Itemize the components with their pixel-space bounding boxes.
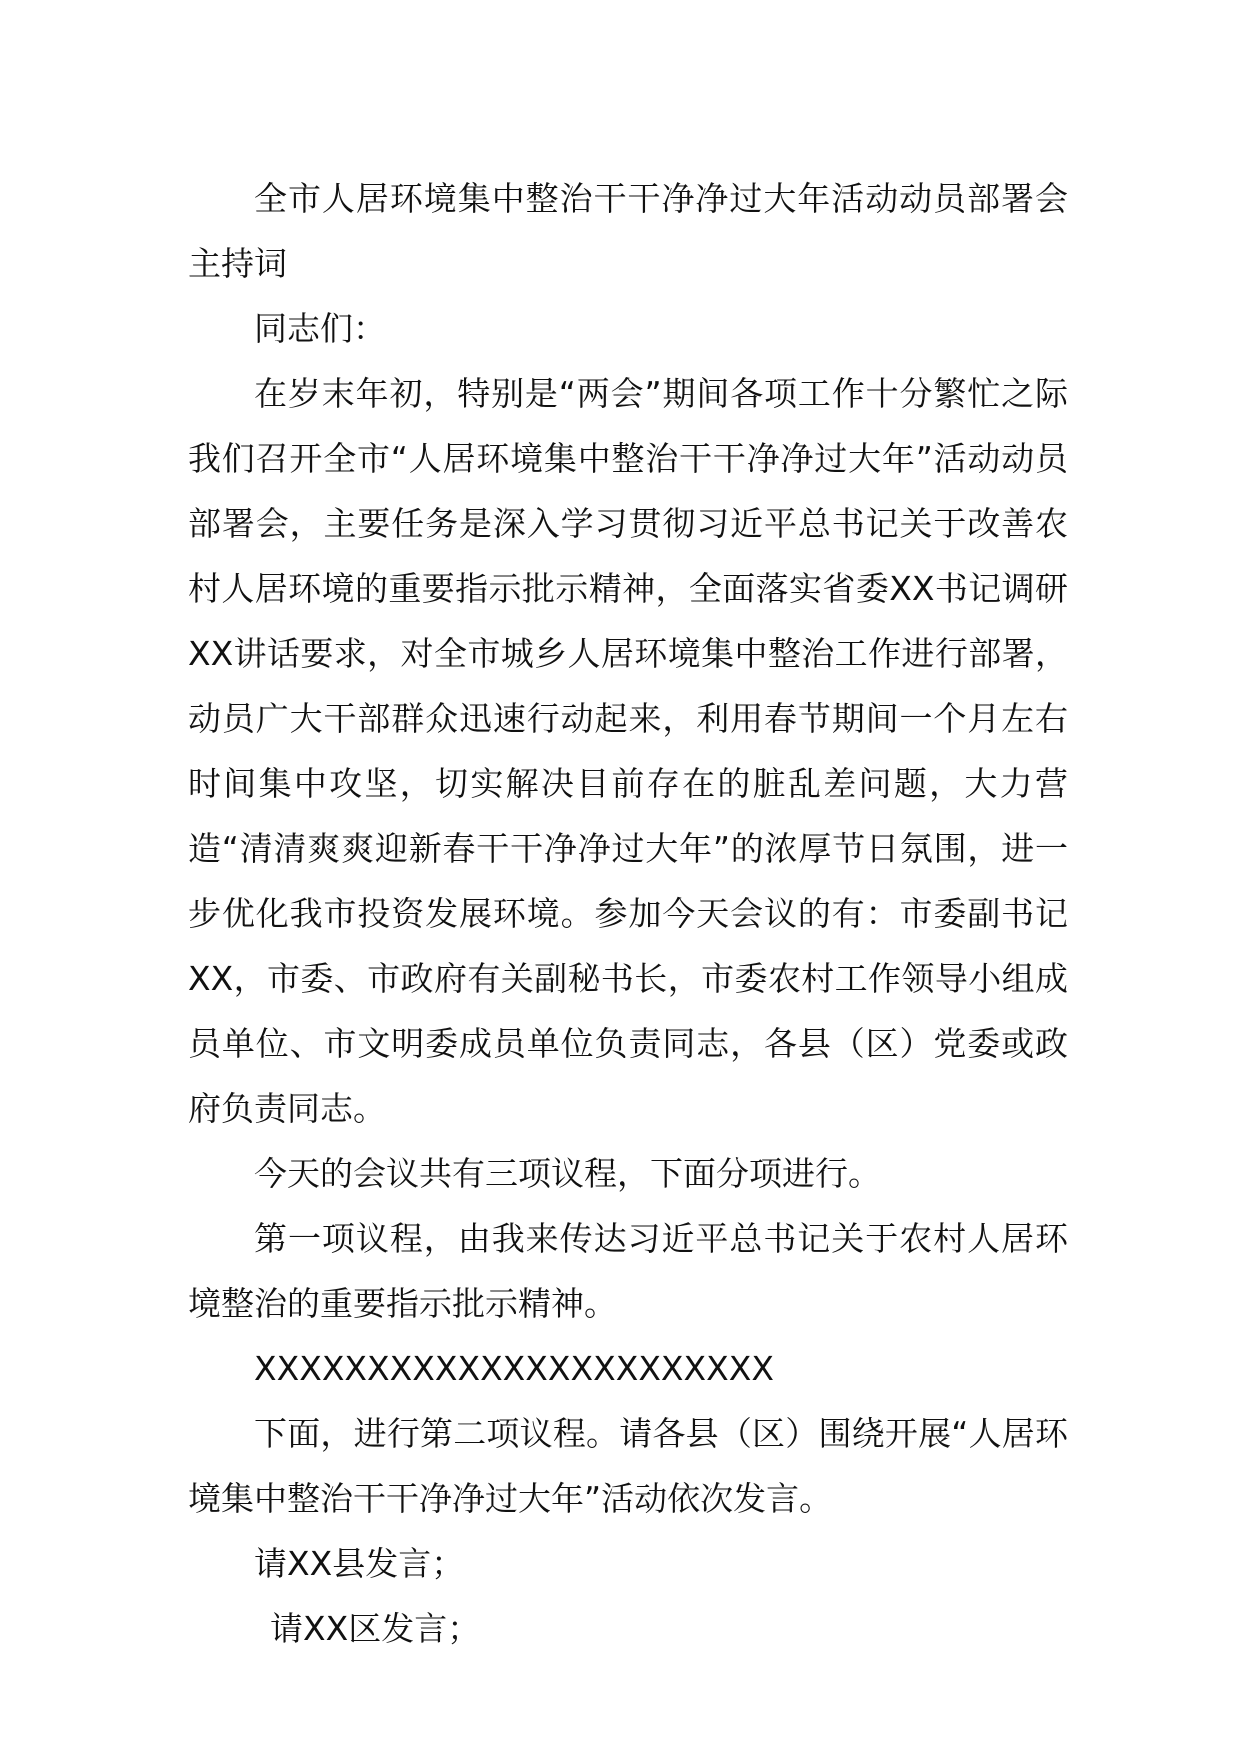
paragraph-county-speech: 请XX县发言； [254,1544,465,1583]
paragraph-placeholder: XXXXXXXXXXXXXXXXXXXXXXX [254,1349,774,1388]
document-title: 全市人居环境集中整治干干净净过大年活动动员部署会主持词 [188,179,1068,283]
paragraph-opening: 在岁末年初，特别是“两会”期间各项工作十分繁忙之际我们召开全市“人居环境集中整治干干净净过大年”活动动员部署会，主要任务是深入学习贯彻习近平总书记关于改善农村人居环境的重要指示批示精神，全面落实省委XX书记调研XX讲话要求，对全市城乡人居环境集中整治工作进行部署，动员广大干部群众迅速行动起来，利用春节期间一个月左右时间集中攻坚，切实解决目前存在的脏乱差问题，大力营造“清清爽爽迎新春干干净净过大年”的浓厚节日氛围，进一步优化我市投资发展环境。参加今天会议的有：市委副书记XX，市委、市政府有关副秘书长，市委农村工作领导小组成员单位、市文明委成员单位负责同志，各县（区）党委或政府负责同志。 [188,374,1068,1128]
paragraph-agenda: 今天的会议共有三项议程，下面分项进行。 [254,1154,881,1193]
paragraph-item-one: 第一项议程，由我来传达习近平总书记关于农村人居环境整治的重要指示批示精神。 [188,1219,1068,1323]
salutation: 同志们： [254,309,386,348]
paragraph-item-two: 下面，进行第二项议程。请各县（区）围绕开展“人居环境集中整治干干净净过大年”活动依次发言。 [188,1414,1068,1518]
paragraph-district-speech: 请XX区发言； [270,1609,481,1648]
document-body [188,166,1068,1661]
